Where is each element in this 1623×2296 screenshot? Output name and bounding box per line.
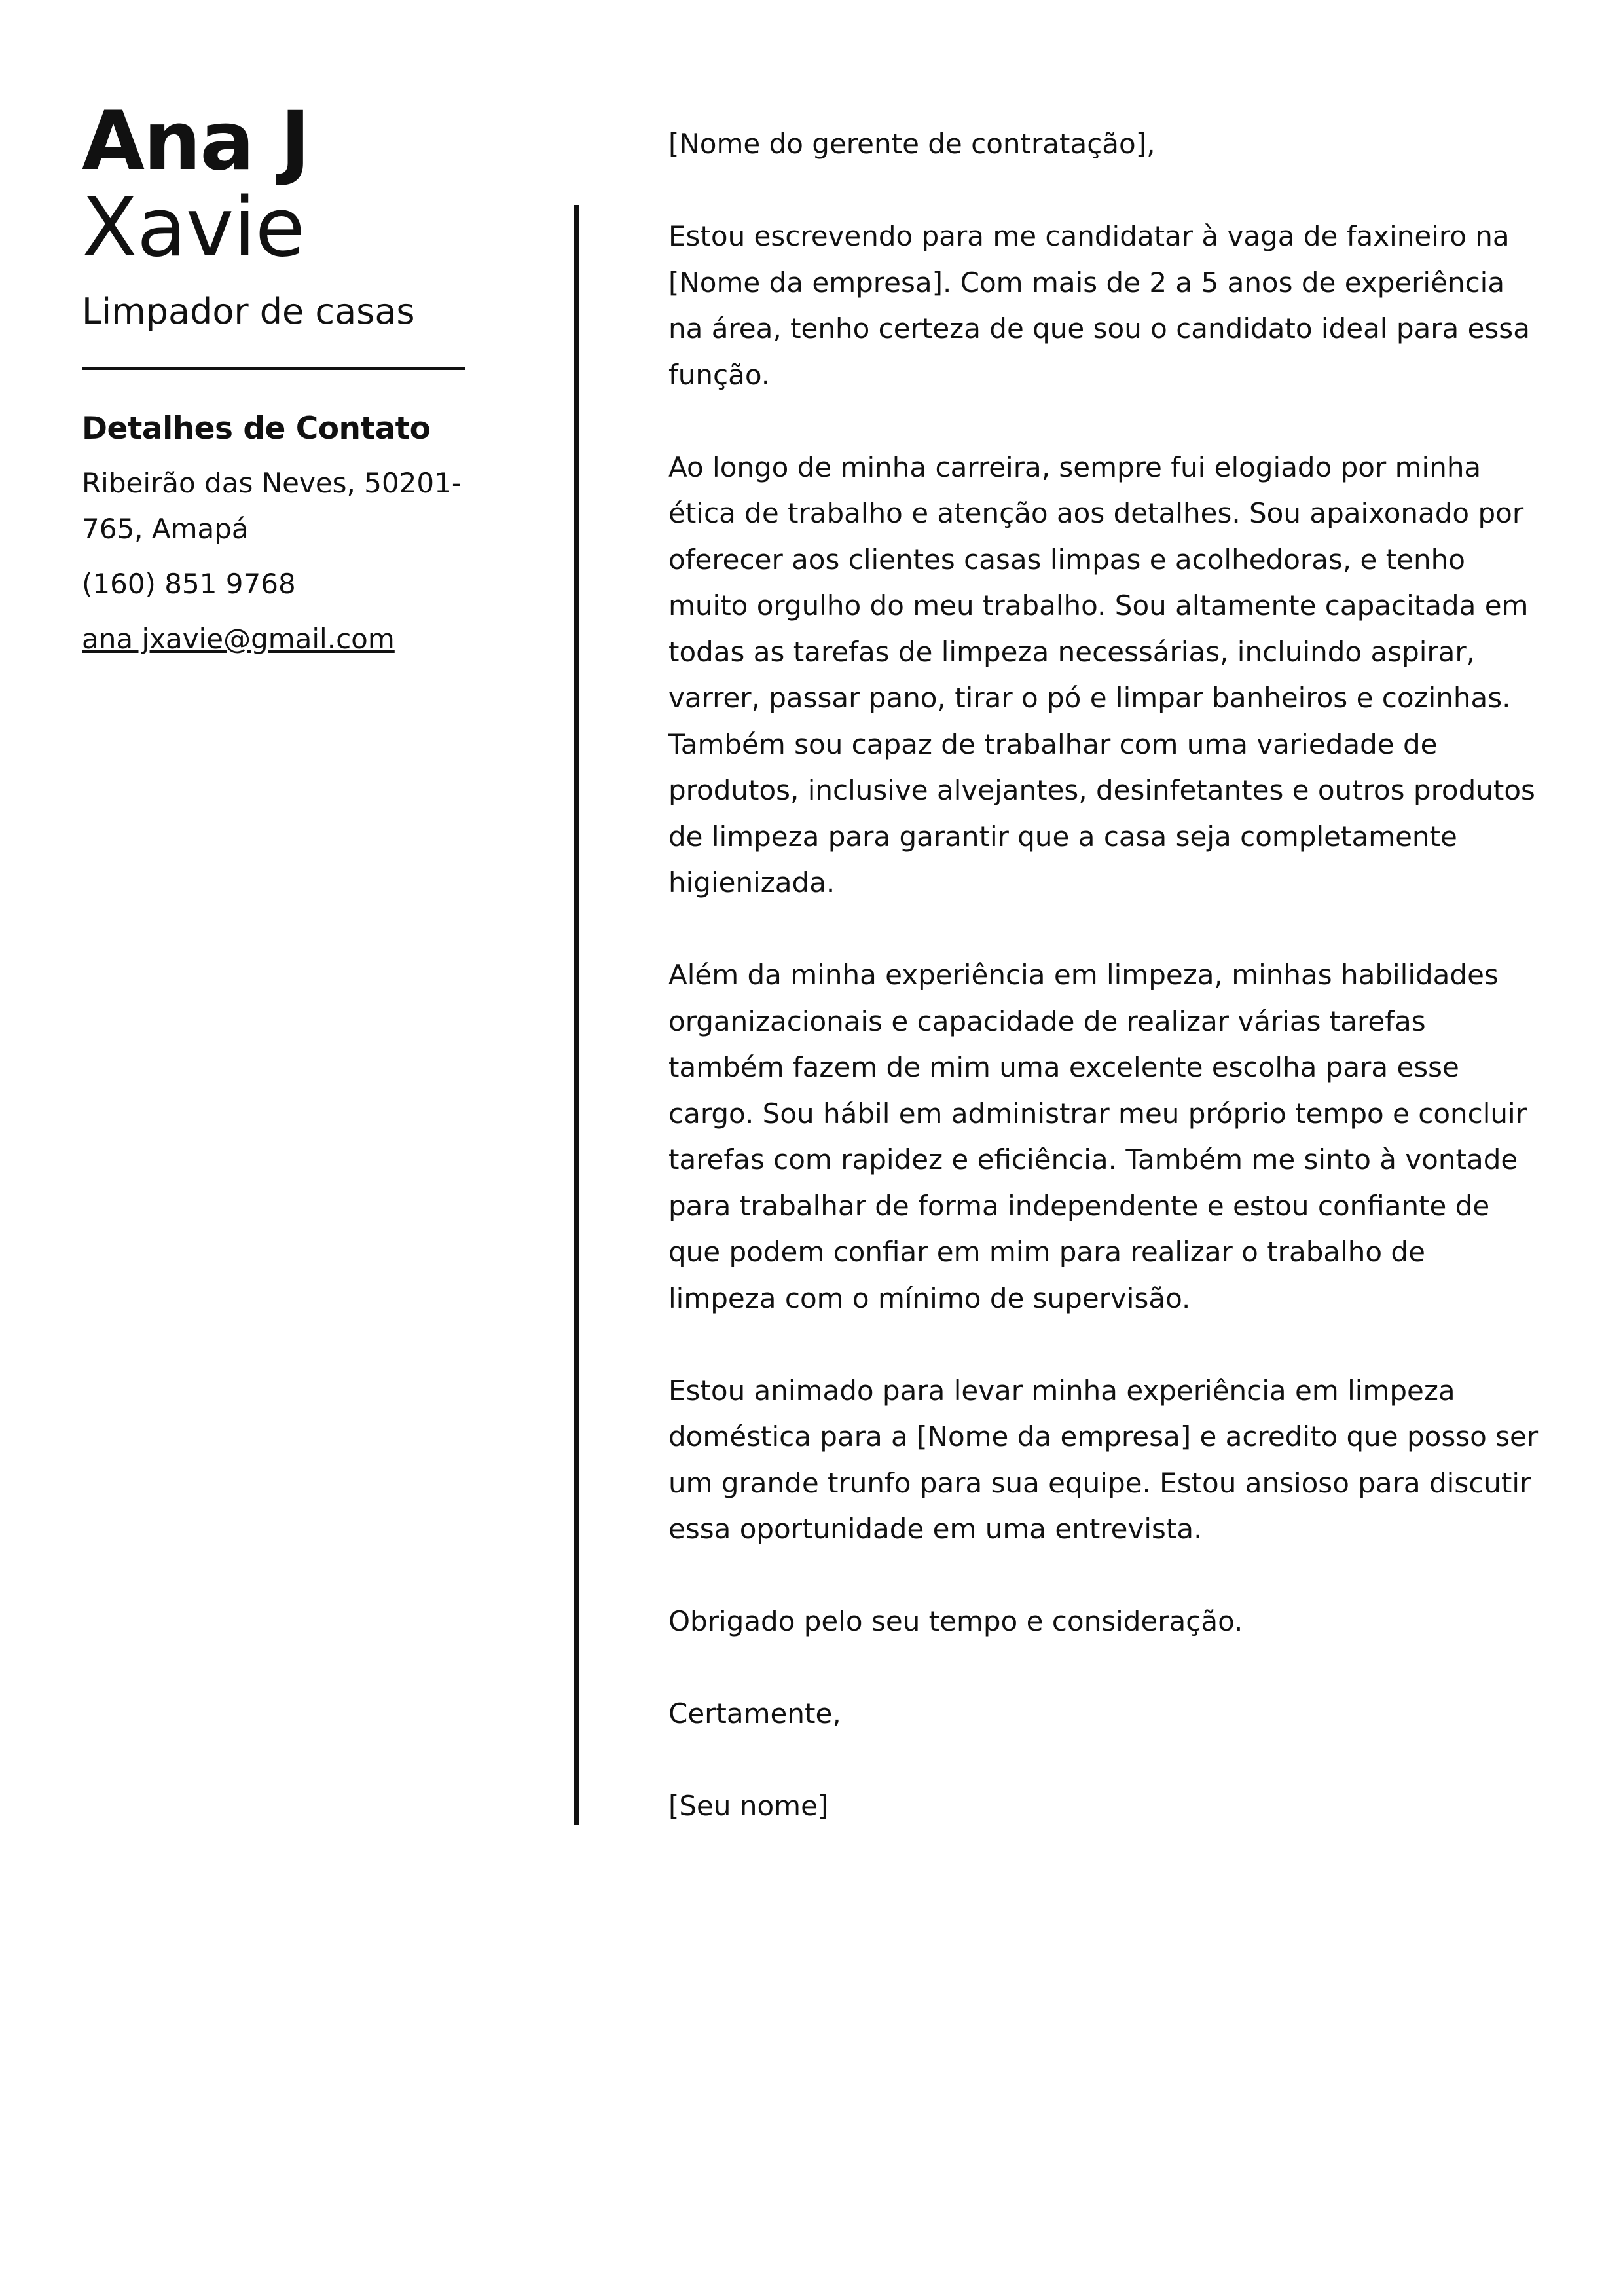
applicant-first-name: Ana J	[82, 94, 310, 189]
letter-thanks: Obrigado pelo seu tempo e consideração.	[668, 1605, 1243, 1637]
contact-address: Ribeirão das Neves, 50201-765, Amapá	[82, 467, 462, 545]
job-title: Limpador de casas	[82, 291, 415, 332]
letter-paragraph-3: Além da minha experiência em limpeza, minhas habilidades organizacionais e capacidade de realizar várias tarefas também fazem de mim uma excelente escolha para esse cargo. Sou hábil em administrar meu próprio tempo e concluir tarefas com rapidez e eficiência. Também me sinto à vontade para trabalhar de forma independente e estou confiante de que podem confiar em mim para realizar o trabalho de limpeza com o mínimo de supervisão.	[668, 959, 1527, 1314]
sidebar	[82, 94, 468, 662]
contact-heading: Detalhes de Contato	[82, 411, 431, 447]
contact-email-link[interactable]: ana jxavie@gmail.com	[82, 623, 395, 655]
contact-phone: (160) 851 9768	[82, 568, 296, 600]
letter-paragraph-1: Estou escrevendo para me candidatar à vaga de faxineiro na [Nome da empresa]. Com mais de 2 a 5 anos de experiência na área, tenho certeza de que sou o candidato ideal para essa função.	[668, 220, 1530, 391]
vertical-divider	[574, 205, 579, 1825]
letter-closing: Certamente,	[668, 1697, 841, 1730]
section-divider-rule	[82, 367, 465, 370]
letter-signature: [Seu nome]	[668, 1790, 829, 1822]
letter-paragraph-2: Ao longo de minha carreira, sempre fui elogiado por minha ética de trabalho e atenção aos detalhes. Sou apaixonado por oferecer aos clientes casas limpas e acolhedoras, e tenho muito orgulho do meu trabalho. Sou altamente capacitada em todas as tarefas de limpeza necessárias, incluindo aspirar, varrer, passar pano, tirar o pó e limpar banheiros e cozinhas. Também sou capaz de trabalhar com uma variedade de produtos, inclusive alvejantes, desinfetantes e outros produtos de limpeza para garantir que a casa seja completamente higienizada.	[668, 451, 1535, 898]
applicant-last-name: Xavie	[82, 181, 305, 275]
letter-paragraph-4: Estou animado para levar minha experiência em limpeza doméstica para a [Nome da empresa] e acredito que posso ser um grande trunfo para sua equipe. Estou ansioso para discutir essa oportunidade em uma entrevista.	[668, 1374, 1539, 1545]
letter-salutation: [Nome do gerente de contratação],	[668, 128, 1156, 160]
letter-body	[668, 121, 1539, 1876]
